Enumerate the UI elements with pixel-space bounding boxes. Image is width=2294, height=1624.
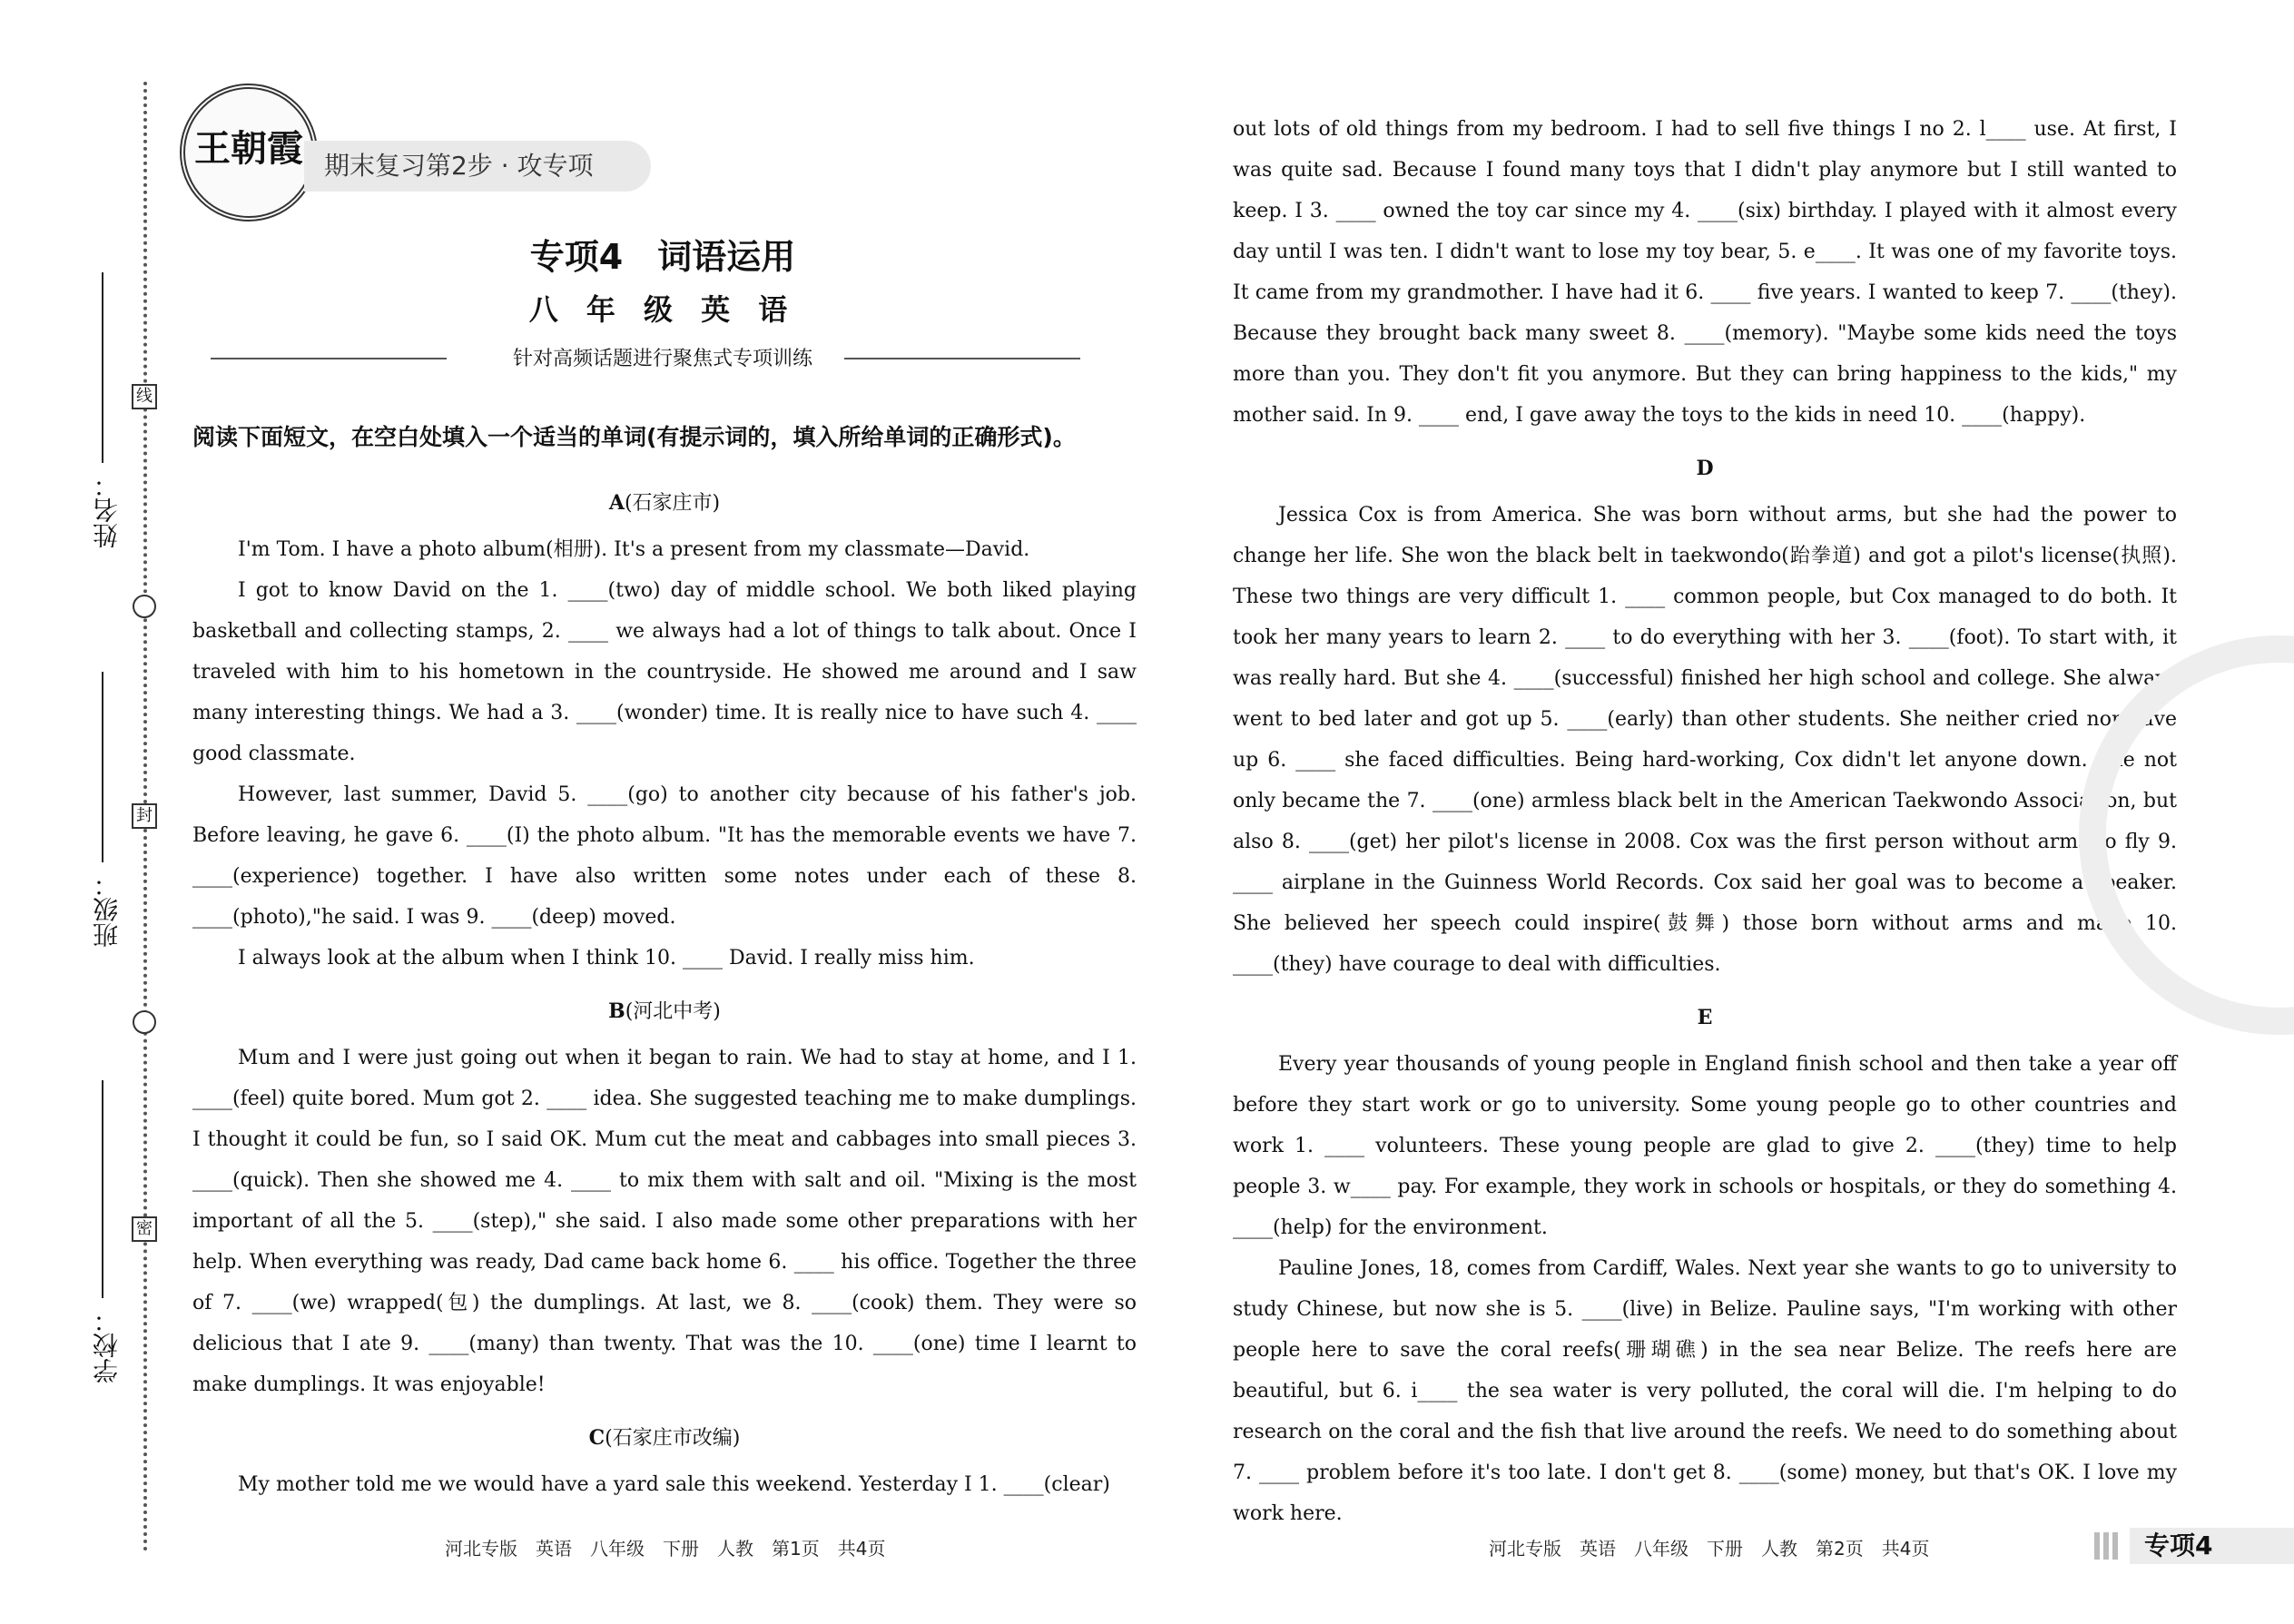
- seal-circle-icon: [133, 1010, 156, 1034]
- tagline: 针对高频话题进行聚焦式专项训练: [512, 348, 812, 370]
- school-field[interactable]: [102, 1080, 103, 1298]
- section-a-paragraph: I'm Tom. I have a photo album(相册). It's a present from my classmate—David.: [238, 538, 1030, 561]
- name-field[interactable]: [102, 272, 103, 463]
- page-subtitle: 八 年 级 英 语: [528, 292, 797, 327]
- section-b-title: B: [608, 999, 625, 1023]
- class-label: 班级：: [92, 871, 122, 948]
- seal-circle-icon: [133, 595, 156, 618]
- section-c-paragraph-cont: out lots of old things from my bedroom. I had to sell five things I no 2. l____ use. At first, I was quite sad. Because I found many toys that I didn't play anymore but I still wanted to keep. I 3. ____ owned the toy car since my 4. ____(six) birthday. I played with it almost every day until I was ten. I didn't want to lose my toy bear, 5. e____. It was one of my favorite toys. It came from my grandmother. I have had it 6. ____ five years. I wanted to keep 7. ____(they). Because they brought back many sweet 8. ____(memory). "Maybe some kids need the toys more than you. They don't fit you anymore. But they can bring happiness to the kids," my mother said. In 9. ____ end, I gave away the toys to the kids in need 10. ____(happy).: [1233, 118, 2177, 427]
- header-banner: 期末复习第2步 · 攻专项: [304, 141, 651, 192]
- section-a-paragraph: I always look at the album when I think 10. ____ David. I really miss him.: [238, 947, 975, 969]
- corner-tag: 专项4: [2130, 1528, 2294, 1564]
- right-column: [1233, 109, 2177, 1534]
- section-e-paragraph: Pauline Jones, 18, comes from Cardiff, Wales. Next year she wants to go to university to study Chinese, but now she is 5. ____(live) in Belize. Pauline says, "I'm working with other people here to save the coral reefs(珊瑚礁) in the sea near Belize. The reefs here are beautiful, but 6. i____ the sea water is very polluted, the coral will die. I'm helping to do research on the coral and the fish that live around the reefs. We need to do something about 7. ____ problem before it's too late. I don't get 8. ____(some) money, but that's OK. I love my work here.: [1233, 1257, 2177, 1525]
- class-field[interactable]: [102, 672, 103, 862]
- corner-pattern-icon: [2094, 1532, 2122, 1560]
- seal-char-secret: 密: [132, 1216, 157, 1242]
- section-a-source: (石家庄市): [624, 492, 721, 515]
- page-title: 专项4 词语运用: [529, 237, 796, 277]
- seal-char-seal: 封: [132, 803, 157, 829]
- section-b-paragraph: Mum and I were just going out when it began to rain. We had to stay at home, and I 1. ____(feel) quite bored. Mum got 2. ____ idea. She suggested teaching me to make dumplings. I thought it could be fun, so I said OK. Mum cut the meat and cabbages into small pieces 3. ____(quick). Then she showed me 4. ____ to mix them with salt and oil. "Mixing is the most important of all the 5. ____(step)," she said. I also made some other preparations with her help. When everything was ready, Dad came back home 6. ____ his office. Together the three of 7. ____(we) wrapped(包) the dumplings. At last, we 8. ____(cook) them. They were so delicious that I ate 9. ____(many) than twenty. That was the 10. ____(one) time I learnt to make dumplings. It was enjoyable!: [192, 1047, 1137, 1396]
- brand-logo: 王朝霞: [180, 84, 318, 221]
- section-a-heading: [192, 483, 1137, 524]
- section-d-title: D: [1696, 457, 1714, 480]
- section-e-paragraph: Every year thousands of young people in England finish school and then take a year off before they start work or go to university. Some young people go to other countries and work 1. ____ volunteers. These young people are glad to give 2. ____(they) time to help people 3. w____ pay. For example, they work in schools or hospitals, or they do something 4. ____(help) for the environment.: [1233, 1053, 2177, 1239]
- seal-char-line: 线: [132, 384, 157, 409]
- school-label: 学校：: [92, 1307, 122, 1383]
- section-b-source: (河北中考): [625, 1000, 721, 1023]
- section-a-paragraph: However, last summer, David 5. ____(go) to another city because of his father's job. Before leaving, he gave 6. ____(I) the photo album. "It has the memorable events we have 7. ____(experience) together. I have also written some notes under each of these 8. ____(photo),"he said. I was 9. ____(deep) moved.: [192, 783, 1137, 929]
- section-d-heading: [1233, 448, 2177, 489]
- footer-left: 河北专版 英语 八年级 下册 人教 第1页 共4页: [445, 1538, 886, 1560]
- section-e-title: E: [1697, 1006, 1713, 1029]
- section-c-source: (石家庄市改编): [605, 1427, 741, 1450]
- section-c-title: C: [588, 1426, 605, 1450]
- instruction: 阅读下面短文，在空白处填入一个适当的单词(有提示词的，填入所给单词的正确形式)。: [192, 424, 1076, 450]
- section-e-heading: [1233, 998, 2177, 1038]
- section-c-heading: [192, 1418, 1137, 1459]
- section-a-paragraph: I got to know David on the 1. ____(two) day of middle school. We both liked playing basketball and collecting stamps, 2. ____ we always had a lot of things to talk about. Once I traveled with him to his hometown in the countryside. He showed me around and I saw many interesting things. We had a 3. ____(wonder) time. It is really nice to have such 4. ____ good classmate.: [192, 579, 1137, 765]
- section-d-paragraph: Jessica Cox is from America. She was born without arms, but she had the power to change her life. She won the black belt in taekwondo(跆拳道) and got a pilot's license(执照). These two things are very difficult 1. ____ common people, but Cox managed to do both. It took her many years to learn 2. ____ to do everything with her 3. ____(foot). To start with, it was really hard. But she 4. ____(successful) finished her high school and college. She always went to bed later and got up 5. ____(early) than other students. She neither cried nor gave up 6. ____ she faced difficulties. Being hard-working, Cox didn't let anyone down. She not only became the 7. ____(one) armless black belt in the American Taekwondo Association, but also 8. ____(get) her pilot's license in 2008. Cox was the first person without arms to fly 9. ____ airplane in the Guinness World Records. Cox said her goal was to become a speaker. She believed her speech could inspire(鼓舞) those born without arms and make 10. ____(they) have courage to deal with difficulties.: [1233, 504, 2177, 976]
- left-column: [192, 474, 1137, 1505]
- section-c-paragraph-start: My mother told me we would have a yard sale this weekend. Yesterday I 1. ____(clear): [238, 1473, 1110, 1496]
- footer-right: 河北专版 英语 八年级 下册 人教 第2页 共4页: [1489, 1538, 1930, 1560]
- name-label: 姓名：: [92, 472, 122, 548]
- section-b-heading: [192, 991, 1137, 1032]
- section-a-title: A: [608, 491, 625, 515]
